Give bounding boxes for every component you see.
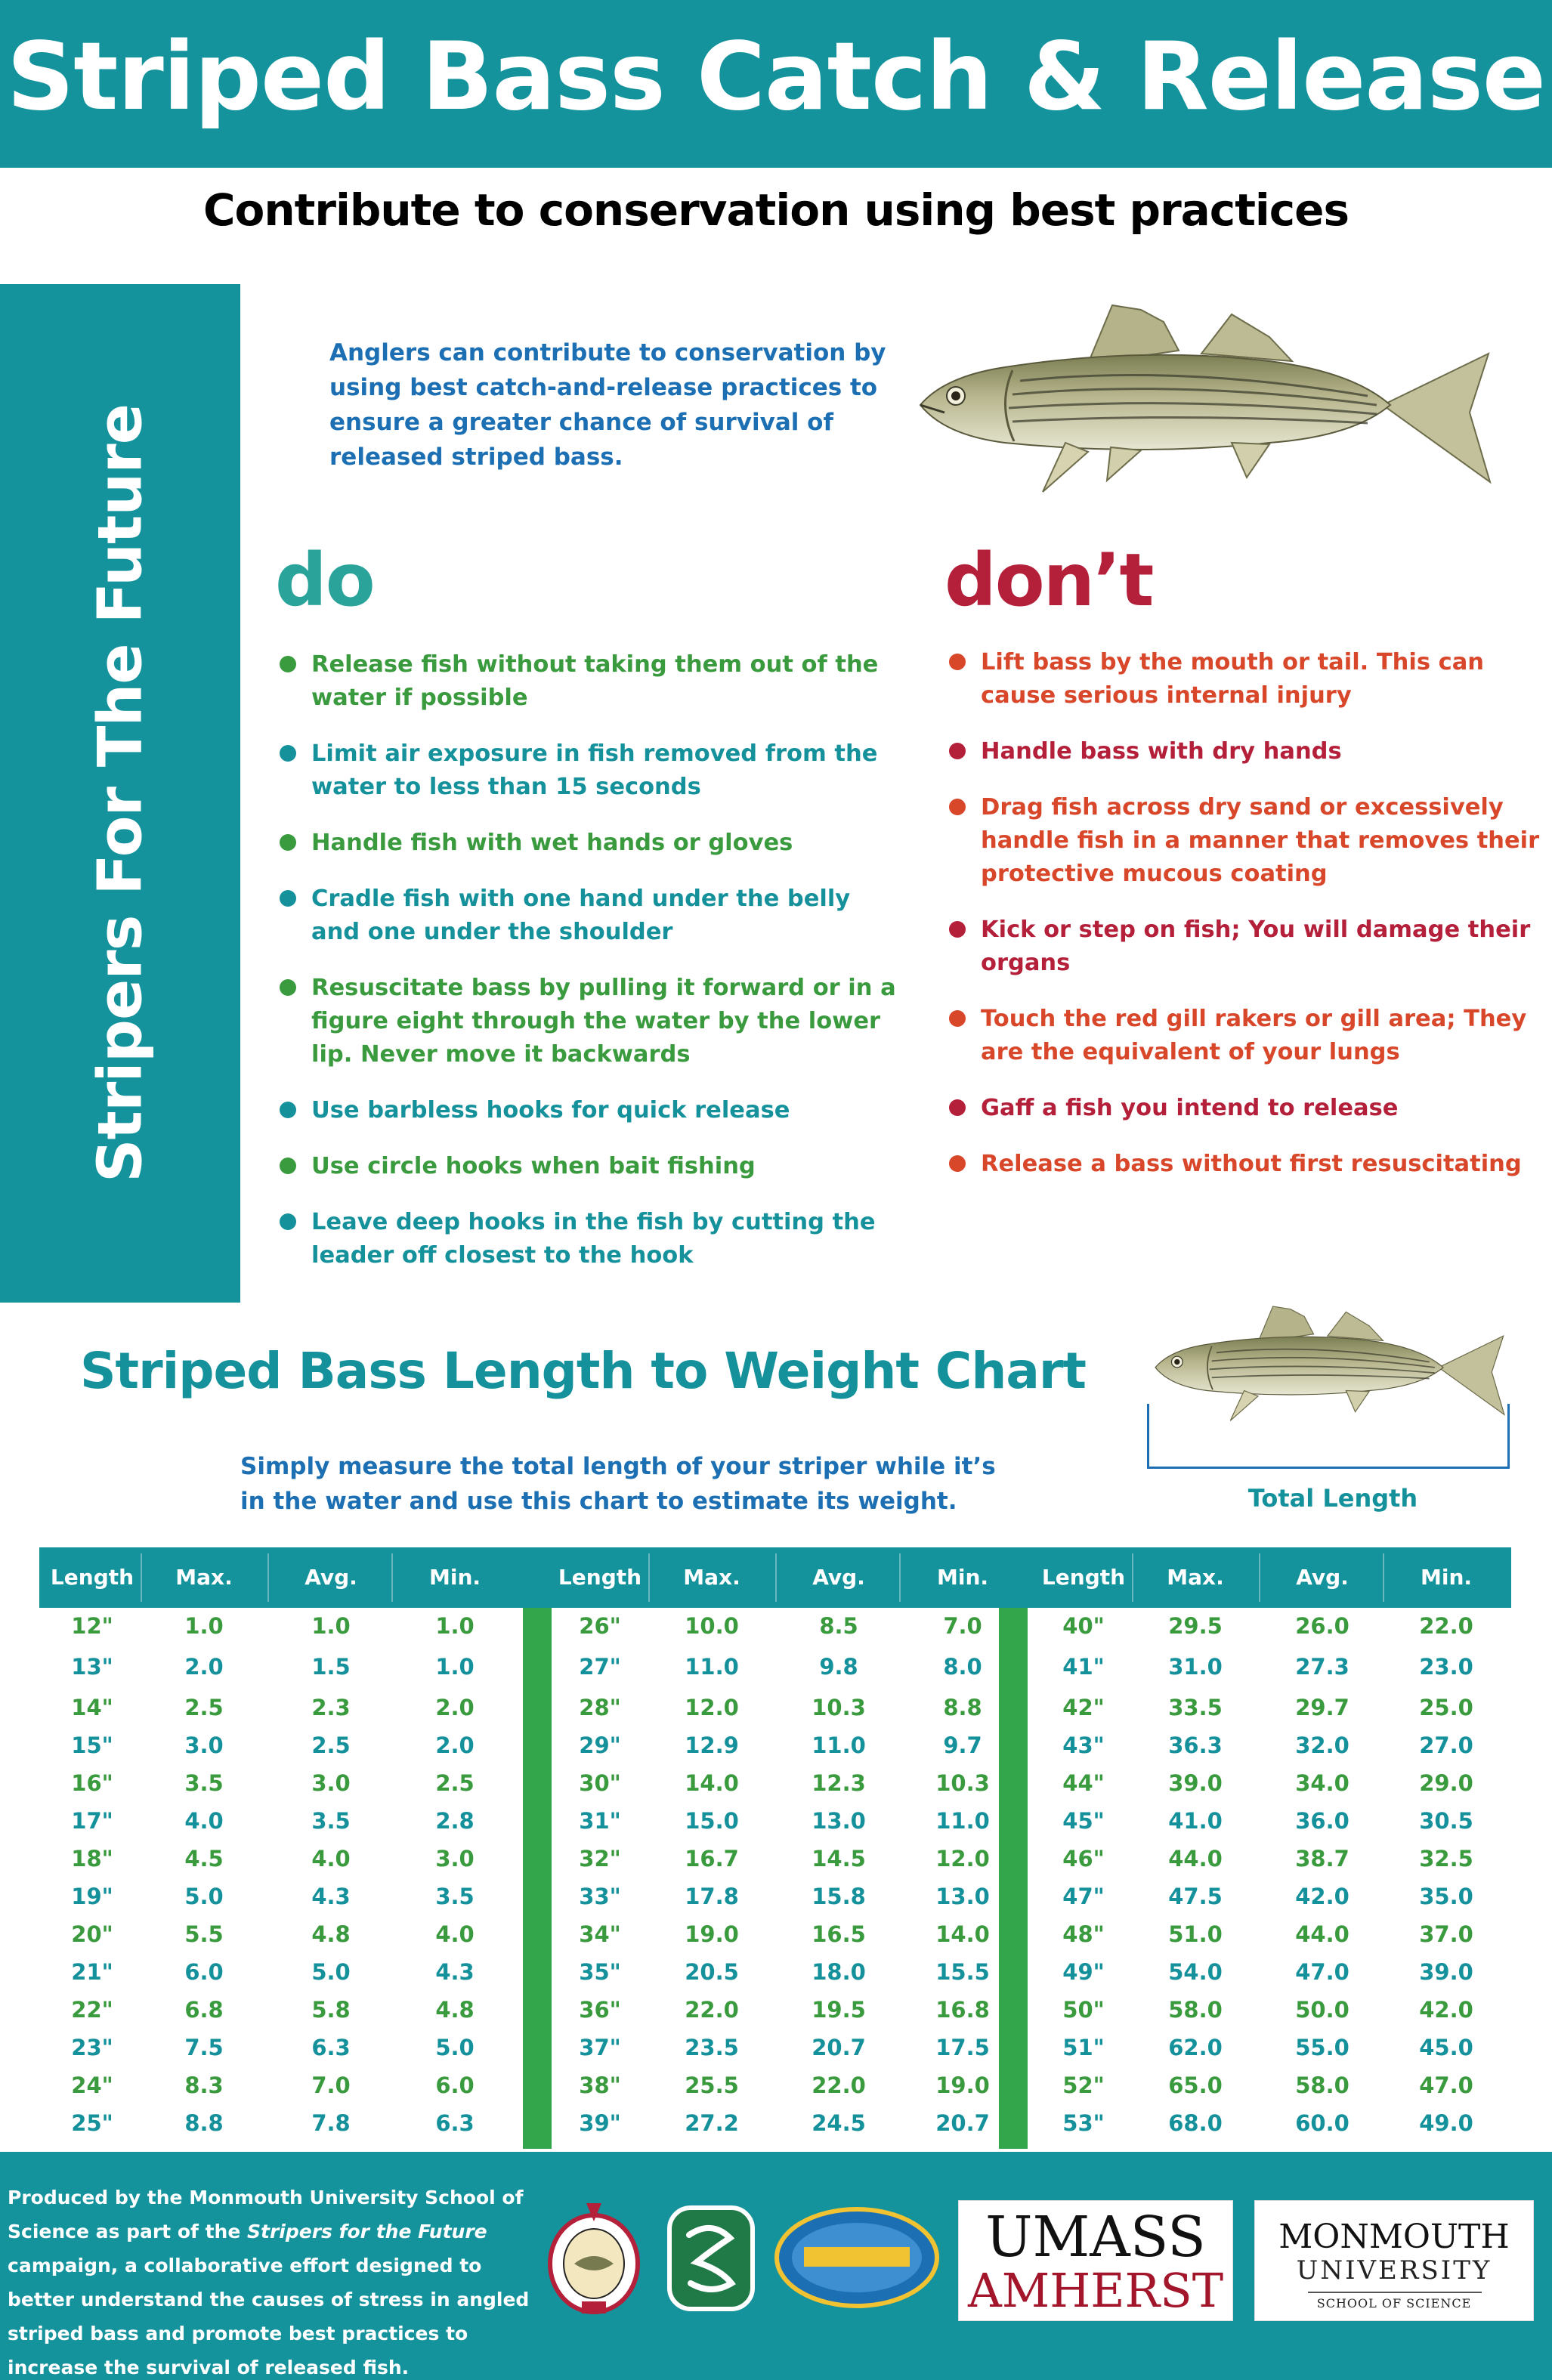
footer-text-part: Produced by the Monmouth University School of Science as part of the [8,2187,524,2242]
weight-cell: 27.3 [1295,1654,1349,1680]
weight-cell: 14.0 [685,1770,739,1796]
weight-cell: 1.0 [311,1613,351,1639]
weight-cell: 1.5 [311,1654,351,1680]
campaign-name: Stripers for the Future [247,2221,487,2242]
length-cell: 18" [71,1846,113,1872]
weight-cell: 12.3 [812,1770,866,1796]
length-cell: 45" [1062,1808,1105,1834]
weight-cell: 4.8 [311,1921,351,1947]
weight-cell: 8.3 [184,2072,224,2098]
dont-item [948,791,1552,891]
length-cell: 53" [1062,2110,1105,2136]
weight-cell: 5.0 [435,2035,475,2060]
weight-cell: 23.0 [1419,1654,1473,1680]
umass-amherst-logo [958,2200,1233,2321]
weight-cell: 18.0 [812,1959,866,1985]
do-item [278,882,905,949]
length-cell: 20" [71,1921,113,1947]
column-header: Min. [1420,1565,1473,1590]
weight-cell: 16.8 [935,1997,990,2023]
weight-cell: 7.5 [184,2035,224,2060]
length-cell: 33" [579,1884,621,1909]
bullet-dot [949,921,966,938]
weight-cell: 58.0 [1295,2072,1349,2098]
weight-cell: 11.0 [685,1654,739,1680]
school-of-science-wordmark: SCHOOL OF SCIENCE [1316,2296,1472,2310]
dont-item-text: Release a bass without first resuscitating [981,1151,1522,1177]
weight-cell: 23.5 [685,2035,739,2060]
weight-cell: 1.0 [435,1613,475,1639]
length-cell: 16" [71,1770,113,1796]
weight-cell: 3.5 [435,1884,475,1909]
length-cell: 22" [71,1997,113,2023]
dont-item-text: Kick or step on fish; You will damage their organs [981,916,1531,976]
do-item-text: Use barbless hooks for quick release [311,1097,790,1124]
dont-item-text: Touch the red gill rakers or gill area; They are the equivalent of your lungs [981,1006,1527,1065]
weight-cell: 2.0 [435,1695,475,1720]
dont-list [948,646,1552,1204]
bullet-dot [280,979,296,996]
do-item-text: Resuscitate bass by pulling it forward or in a figure eight through the water by the lower lip. Never move it backwards [311,975,896,1068]
weight-cell: 5.0 [184,1884,224,1909]
weight-cell: 68.0 [1168,2110,1223,2136]
length-cell: 19" [71,1884,113,1909]
bullet-dot [280,745,296,762]
weight-cell: 20.7 [935,2110,990,2136]
dont-item-text: Drag fish across dry sand or excessively handle fish in a manner that removes their protective mucous coating [981,794,1540,887]
weight-cell: 16.7 [685,1846,739,1872]
weight-cell: 3.0 [435,1846,475,1872]
length-cell: 14" [71,1695,113,1720]
dont-item [948,735,1552,768]
weight-cell: 8.8 [184,2110,224,2136]
weight-cell: 4.5 [184,1846,224,1872]
weight-cell: 14.0 [935,1921,990,1947]
weight-cell: 32.0 [1295,1732,1349,1758]
dont-item-text: Handle bass with dry hands [981,738,1342,765]
weight-cell: 58.0 [1168,1997,1223,2023]
weight-cell: 2.0 [435,1732,475,1758]
weight-cell: 31.0 [1168,1654,1223,1680]
header-divider [775,1553,777,1602]
weight-cell: 4.8 [435,1997,475,2023]
weight-cell: 3.0 [311,1770,351,1796]
weight-cell: 2.3 [311,1695,351,1720]
dont-item [948,646,1552,712]
weight-cell: 5.5 [184,1921,224,1947]
bullet-dot [280,656,296,672]
do-heading: do [275,538,374,623]
length-cell: 52" [1062,2072,1105,2098]
weight-cell: 9.7 [943,1732,982,1758]
length-cell: 17" [71,1808,113,1834]
length-cell: 39" [579,2110,621,2136]
length-cell: 35" [579,1959,621,1985]
do-item-text: Release fish without taking them out of the water if possible [311,651,879,711]
length-cell: 50" [1062,1997,1105,2023]
weight-cell: 16.5 [812,1921,866,1947]
weight-cell: 27.0 [1419,1732,1473,1758]
column-header: Min. [428,1565,481,1590]
weight-cell: 6.0 [184,1959,224,1985]
weight-cell: 25.5 [685,2072,739,2098]
bullet-dot [949,1155,966,1172]
weight-cell: 30.5 [1419,1808,1473,1834]
weight-cell: 19.5 [812,1997,866,2023]
weight-cell: 29.0 [1419,1770,1473,1796]
weight-cell: 44.0 [1168,1846,1223,1872]
weight-cell: 51.0 [1168,1921,1223,1947]
do-item [278,1094,905,1127]
weight-cell: 36.3 [1168,1732,1223,1758]
weight-cell: 6.8 [184,1997,224,2023]
weight-cell: 12.9 [685,1732,739,1758]
weight-cell: 29.7 [1295,1695,1349,1720]
length-cell: 23" [71,2035,113,2060]
weight-cell: 9.8 [819,1654,858,1680]
weight-cell: 32.5 [1419,1846,1473,1872]
dont-item [948,1148,1552,1181]
weight-cell: 4.3 [435,1959,475,1985]
header-divider [141,1553,142,1602]
header-divider [391,1553,393,1602]
length-cell: 46" [1062,1846,1105,1872]
weight-cell: 17.5 [935,2035,990,2060]
length-cell: 21" [71,1959,113,1985]
bullet-dot [280,1213,296,1230]
column-header: Length [558,1565,642,1590]
weight-cell: 19.0 [935,2072,990,2098]
weight-cell: 36.0 [1295,1808,1349,1834]
weight-cell: 5.0 [311,1959,351,1985]
weight-cell: 11.0 [812,1732,866,1758]
monmouth-wordmark: MONMOUTH [1278,2218,1510,2256]
weight-cell: 10.3 [935,1770,990,1796]
weight-cell: 20.7 [812,2035,866,2060]
footer-text-part: campaign, a collaborative effort designed to better understand the causes of stress in angled striped bass and promote best practices to increase the survival of released fish. [8,2255,530,2378]
column-header: Avg. [812,1565,865,1590]
weight-cell: 47.5 [1168,1884,1223,1909]
page-subtitle: Contribute to conservation using best practices [203,184,1349,236]
weight-cell: 39.0 [1168,1770,1223,1796]
weight-cell: 42.0 [1295,1884,1349,1909]
total-length-label: Total Length [1247,1484,1418,1513]
length-cell: 48" [1062,1921,1105,1947]
weight-cell: 35.0 [1419,1884,1473,1909]
table-group-divider [523,1608,552,2149]
do-item [278,737,905,804]
column-header: Avg. [1296,1565,1349,1590]
weight-cell: 13.0 [935,1884,990,1909]
weight-cell: 12.0 [685,1695,739,1720]
weight-cell: 22.0 [1419,1613,1473,1639]
weight-cell: 19.0 [685,1921,739,1947]
header-divider [267,1553,269,1602]
length-cell: 40" [1062,1613,1105,1639]
weight-cell: 22.0 [685,1997,739,2023]
weight-cell: 45.0 [1419,2035,1473,2060]
length-cell: 15" [71,1732,113,1758]
weight-cell: 49.0 [1419,2110,1473,2136]
weight-cell: 10.0 [685,1613,739,1639]
weight-cell: 4.0 [184,1808,224,1834]
do-item [278,1206,905,1272]
dont-item-text: Lift bass by the mouth or tail. This can cause serious internal injury [981,649,1484,709]
university-wordmark: UNIVERSITY [1296,2255,1492,2286]
weight-cell: 54.0 [1168,1959,1223,1985]
do-item [278,1150,905,1183]
weight-cell: 15.0 [685,1808,739,1834]
header-divider [1383,1553,1384,1602]
weight-cell: 1.0 [435,1654,475,1680]
weight-cell: 14.5 [812,1846,866,1872]
bullet-dot [280,1102,296,1118]
length-cell: 38" [579,2072,621,2098]
weight-cell: 2.5 [435,1770,475,1796]
bullet-dot [280,1158,296,1174]
weight-cell: 12.0 [935,1846,990,1872]
chart-description: Simply measure the total length of your striper while it’s in the water and use this chart to estimate its weight. [240,1453,996,1515]
monmouth-university-logo [1254,2200,1534,2321]
bullet-dot [949,1099,966,1116]
weight-cell: 24.5 [812,2110,866,2136]
weight-cell: 6.3 [311,2035,351,2060]
bullet-dot [949,654,966,670]
weight-cell: 10.3 [812,1695,866,1720]
striped-bass-illustration [914,292,1504,533]
bullet-dot [280,834,296,851]
weight-cell: 38.7 [1295,1846,1349,1872]
weight-cell: 11.0 [935,1808,990,1834]
weight-cell: 29.5 [1168,1613,1223,1639]
column-header: Min. [936,1565,989,1590]
length-cell: 44" [1062,1770,1105,1796]
length-cell: 42" [1062,1695,1105,1720]
do-item [278,972,905,1071]
dont-item [948,1003,1552,1069]
weight-cell: 13.0 [812,1808,866,1834]
dont-item [948,1092,1552,1125]
do-item-text: Handle fish with wet hands or gloves [311,830,793,856]
weight-cell: 25.0 [1419,1695,1473,1720]
weight-cell: 34.0 [1295,1770,1349,1796]
length-cell: 30" [579,1770,621,1796]
column-header: Max. [683,1565,740,1590]
length-cell: 13" [71,1654,113,1680]
weight-cell: 7.0 [311,2072,351,2098]
weight-cell: 8.0 [943,1654,982,1680]
length-cell: 36" [579,1997,621,2023]
weight-cell: 26.0 [1295,1613,1349,1639]
weight-cell: 22.0 [812,2072,866,2098]
weight-cell: 47.0 [1295,1959,1349,1985]
length-cell: 41" [1062,1654,1105,1680]
weight-cell: 2.8 [435,1808,475,1834]
length-cell: 24" [71,2072,113,2098]
weight-cell: 33.5 [1168,1695,1223,1720]
fish-emblem-logo [666,2205,756,2312]
table-group-divider [999,1608,1028,2149]
column-header: Length [1041,1565,1126,1590]
page-title: Striped Bass Catch & Release [7,23,1545,131]
weight-cell: 20.5 [685,1959,739,1985]
length-cell: 49" [1062,1959,1105,1985]
length-cell: 27" [579,1654,621,1680]
column-header: Length [50,1565,134,1590]
weight-cell: 6.0 [435,2072,475,2098]
do-list [278,648,905,1295]
weight-cell: 4.0 [435,1921,475,1947]
header-divider [1259,1553,1260,1602]
weight-cell: 3.5 [184,1770,224,1796]
bullet-dot [280,890,296,907]
weight-cell: 62.0 [1168,2035,1223,2060]
dont-heading: don’t [944,538,1153,623]
length-cell: 47" [1062,1884,1105,1909]
weight-cell: 2.5 [184,1695,224,1720]
atlantic-saltwater-flyrodders-logo [774,2206,940,2309]
amherst-wordmark: AMHERST [967,2263,1224,2318]
length-cell: 28" [579,1695,621,1720]
header-divider [1132,1553,1133,1602]
weight-cell: 2.5 [311,1732,351,1758]
weight-cell: 2.0 [184,1654,224,1680]
length-cell: 26" [579,1613,621,1639]
length-cell: 34" [579,1921,621,1947]
weight-cell: 42.0 [1419,1997,1473,2023]
header-divider [648,1553,650,1602]
weight-cell: 37.0 [1419,1921,1473,1947]
weight-cell: 44.0 [1295,1921,1349,1947]
weight-cell: 60.0 [1295,2110,1349,2136]
weight-cell: 5.8 [311,1997,351,2023]
column-header: Max. [175,1565,233,1590]
weight-cell: 65.0 [1168,2072,1223,2098]
length-cell: 12" [71,1613,113,1639]
logo-divider [1308,2292,1482,2293]
length-cell: 32" [579,1846,621,1872]
weight-cell: 55.0 [1295,2035,1349,2060]
do-item-text: Leave deep hooks in the fish by cutting the leader off closest to the hook [311,1209,876,1269]
side-banner-text: Stripers For The Future [85,403,156,1183]
bullet-dot [949,799,966,815]
weight-cell: 17.8 [685,1884,739,1909]
weight-cell: 4.3 [311,1884,351,1909]
footer-text [8,2181,536,2380]
striper-club-logo [544,2196,644,2320]
total-length-bracket [1147,1404,1510,1469]
column-header: Max. [1167,1565,1224,1590]
weight-cell: 27.2 [685,2110,739,2136]
weight-cell: 1.0 [184,1613,224,1639]
weight-cell: 15.8 [812,1884,866,1909]
weight-cell: 3.5 [311,1808,351,1834]
length-cell: 25" [71,2110,113,2136]
table-header [39,1547,1511,1608]
weight-cell: 7.0 [943,1613,982,1639]
bullet-dot [949,743,966,759]
weight-cell: 6.3 [435,2110,475,2136]
weight-cell: 4.0 [311,1846,351,1872]
dont-item [948,913,1552,980]
do-item-text: Cradle fish with one hand under the belly and one under the shoulder [311,886,851,945]
length-cell: 31" [579,1808,621,1834]
chart-title: Striped Bass Length to Weight Chart [80,1342,1086,1400]
weight-cell: 8.8 [943,1695,982,1720]
length-cell: 51" [1062,2035,1105,2060]
intro-text: Anglers can contribute to conservation by using best catch-and-release practices to ensure a greater chance of survival of released striped bass. [329,339,886,471]
bullet-dot [949,1010,966,1027]
umass-wordmark: UMASS [985,2205,1206,2270]
do-item-text: Use circle hooks when bait fishing [311,1153,756,1179]
weight-cell: 41.0 [1168,1808,1223,1834]
do-item [278,648,905,715]
do-item-text: Limit air exposure in fish removed from the water to less than 15 seconds [311,740,878,800]
weight-cell: 50.0 [1295,1997,1349,2023]
length-cell: 43" [1062,1732,1105,1758]
length-cell: 29" [579,1732,621,1758]
weight-cell: 7.8 [311,2110,351,2136]
do-item [278,827,905,860]
weight-cell: 3.0 [184,1732,224,1758]
weight-cell: 15.5 [935,1959,990,1985]
length-cell: 37" [579,2035,621,2060]
weight-cell: 8.5 [819,1613,858,1639]
dont-item-text: Gaff a fish you intend to release [981,1095,1399,1121]
header-divider [899,1553,901,1602]
column-header: Avg. [305,1565,357,1590]
weight-cell: 39.0 [1419,1959,1473,1985]
weight-cell: 47.0 [1419,2072,1473,2098]
